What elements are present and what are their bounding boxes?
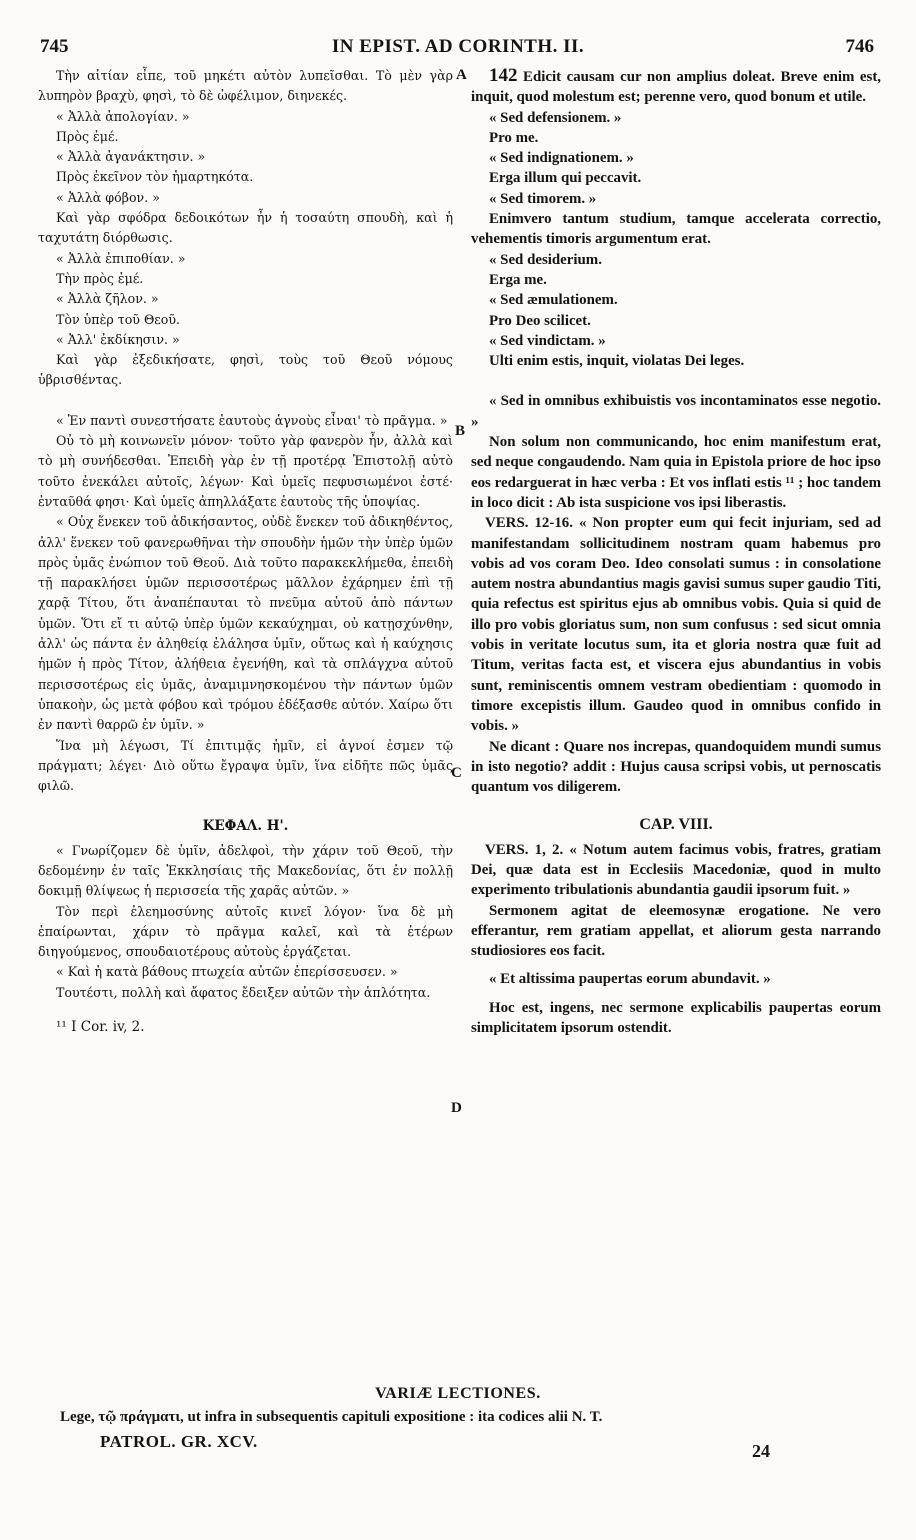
latin-lemma: « Sed timorem. » [489,190,597,207]
greek-paragraph: Οὐ τὸ μὴ κοινωνεῖν μόνον· τοῦτο γὰρ φανερὸν ἦν, ἀλλὰ καὶ τὸ μὴ συνήδεσθαι. Ἐπειδὴ γὰρ ἐν τῇ προτέρᾳ Ἐπιστολῇ αὐτὸ τοῦτο ἐνεκάλει αὐτοῖς, λέγων· Καὶ ὑμεῖς πεφυσιωμένοι ἐστέ· ἐνταῦθά φησι· Καὶ ὑμεῖς ἀπηλλάξατε ἑαυτοὺς τῆς ὑποψίας. [38,433,453,509]
greek-paragraph: Τὸν περὶ ἐλεημοσύνης αὐτοῖς κινεῖ λόγον· ἵνα δὲ μὴ ἐπαίρωνται, χάριν τὸ πρᾶγμα καλεῖ, καὶ τὰ ἑτέρων διηγούμενος, σπουδαιοτέρους αὐτοὺς ἐργάζεται. [38,903,453,960]
latin-verse-paragraph: VERS. 12-16. « Non propter eum qui fecit injuriam, sed ad manifestandam sollicitudinem nostram quam habemus pro vobis ad vos coram Deo. Ideo consolati sumus : in consolatione autem nostra abundantius magis gavisi sumus super gaudio Titi, quia refectus est spiritus ejus ab omnibus vobis. Quia si quid de illo pro vobis gloriatus sum, non sum confusus : sed sicut omnia vobis in veritate locutus sum, ita et gloria nostra quæ fuit ad Titum, veritas facta est, et viscera ejus abundantius in vobis sunt, reminiscentis omnem vestram obedientiam : quomodo in timore excepistis illum. Gaudeo quod in omnibus confido in vobis. » [471,515,881,735]
running-title: IN EPIST. AD CORINTH. II. [331,36,585,57]
latin-lemma: « Sed indignationem. » [489,150,634,167]
latin-paragraph: Hoc est, ingens, nec sermone explicabilis paupertas eorum simplicitatem ipsorum ostendit. [471,999,881,1037]
greek-paragraph: Καὶ γὰρ σφόδρα δεδοικότων ἦν ἡ τοσαύτη σπουδὴ, καὶ ἡ ταχυτάτη διόρθωσις. [38,210,453,246]
greek-lemma: « Ἀλλὰ ζῆλον. » [56,291,159,307]
latin-paragraph: Erga me. [489,271,547,288]
latin-paragraph: Ne dicant : Quare nos increpas, quandoquidem mundi sumus in isto negotio? addit : Hujus causa scripsi vobis, ut pernoscatis quantum vos diligerem. [471,738,881,796]
latin-chapter-heading: CAP. VIII. [639,816,713,834]
margin-letter-a: A [456,67,467,83]
greek-paragraph: Πρὸς ἐμέ. [56,128,119,144]
margin-letter-d: D [451,1100,462,1116]
latin-lemma: « Sed defensionem. » [489,109,622,126]
margin-letter-b: B [455,423,466,439]
latin-verse-paragraph: VERS. 1, 2. « Notum autem facimus vobis, fratres, gratiam Dei, quæ data est in Ecclesiis Macedoniæ, quod in multo experimento tribulationis abundantia gaudii ipsorum fuit. » [471,841,881,899]
latin-paragraph: Erga illum qui peccavit. [489,170,642,187]
latin-lemma: « Et altissima paupertas eorum abundavit. » [489,971,771,988]
greek-paragraph: Τὴν αἰτίαν εἶπε, τοῦ μηκέτι αὐτὸν λυπεῖσθαι. Τὸ μὲν γὰρ λυπηρὸν βραχὺ, φησὶ, τὸ δὲ ὠφέλιμον, διηνεκές. [38,68,453,104]
latin-paragraph-first [471,66,881,108]
greek-lemma: « Οὐχ ἕνεκεν τοῦ ἀδικήσαντος, οὐδὲ ἕνεκεν τοῦ ἀδικηθέντος, ἀλλ' ἕνεκεν τοῦ φανερωθῆναι τὴν σπουδὴν ἡμῶν τὴν ὑπὲρ ὑμῶν πρὸς ὑμᾶς ἐνώπιον τοῦ Θεοῦ. Διὰ τοῦτο παρακεκλήμεθα, ἐπειδὴ τῇ παρακλήσει ὑμῶν περισσοτέρως μᾶλλον ἐχάρημεν ἐπὶ τῇ χαρᾷ Τίτου, ὅτι ἀναπέπαυται τὸ πνεῦμα αὐτοῦ ἀπὸ πάντων ὑμῶν. Ὅτι εἴ τι αὐτῷ ὑπὲρ ὑμῶν κεκαύχημαι, οὐ κατῃσχύνθην, ἀλλ' ὡς πάντα ἐν ἀληθείᾳ ἐλάλησα ὑμῖν, οὕτως καὶ ἡ καύχησις ἡμῶν ἡ πρὸς Τίτον, ἀλήθεια ἐγενήθη, καὶ τὰ σπλάγχνα αὐτοῦ περισσοτέρως εἰς ὑμᾶς, ἀναμιμνησκομένου τὴν πάντων ὑμῶν ὑπακοὴν, ὡς μετὰ φόβου καὶ τρόμου ἐδέξασθε αὐτόν. Χαίρω ὅτι ἐν παντὶ θαρρῶ ἐν ὑμῖν. » [38,514,453,733]
greek-paragraph: Τὸν ὑπὲρ τοῦ Θεοῦ. [56,311,181,327]
greek-paragraph: Τὴν πρὸς ἐμέ. [56,270,144,286]
latin-paragraph: Ulti enim estis, inquit, violatas Dei leges. [489,353,745,370]
latin-column [471,66,881,1038]
greek-paragraph: Καὶ γὰρ ἐξεδικήσατε, φησὶ, τοὺς τοῦ Θεοῦ νόμους ὑβρισθέντας. [38,352,453,388]
variae-lectiones-heading: VARIÆ LECTIONES. [375,1385,541,1402]
greek-lemma: « Ἀλλὰ φόβον. » [56,189,160,205]
latin-paragraph: Edicit causam cur non amplius doleat. Breve enim est, inquit, quod molestum est; perenne vero, quod bonum et utile. [471,69,881,106]
greek-lemma: « Ἀλλὰ ἀγανάκτησιν. » [56,149,206,165]
greek-lemma: « Ἀλλὰ ἐπιποθίαν. » [56,250,186,266]
page-number-left: 745 [40,36,69,57]
footnote: ¹¹ I Cor. iv, 2. [56,1019,145,1036]
greek-paragraph: Τουτέστι, πολλὴ καὶ ἄφατος ἔδειξεν αὐτῶν τὴν ἁπλότητα. [56,984,431,1000]
footer-signature: PATROL. GR. XCV. [100,1432,258,1451]
greek-lemma: « Ἀλλ' ἐκδίκησιν. » [56,331,180,347]
greek-column [38,66,453,1037]
variae-lectiones-text: Lege, τῷ πράγματι, ut infra in subsequentis capituli expositione : ita codices alii N. T. [60,1409,603,1425]
greek-lemma: « Ἀλλὰ ἀπολογίαν. » [56,108,190,124]
footer-sheet-number: 24 [752,1441,770,1461]
latin-paragraph: Pro Deo scilicet. [489,312,591,329]
column-number: 142 [489,65,518,86]
latin-paragraph: Sermonem agitat de eleemosynæ erogatione. Ne vero efferantur, rem gratiam appellat, et aliorum gesta narrando studiosiores eos facit. [471,902,881,960]
latin-lemma: « Sed in omnibus exhibuistis vos incontaminatos esse negotio. » [471,393,881,430]
running-head [34,36,882,60]
greek-chapter-heading: ΚΕΦΑΛ. Η'. [202,818,289,835]
greek-lemma: « Ἐν παντὶ συνεστήσατε ἑαυτοὺς ἁγνοὺς εἶναι' τὸ πρᾶγμα. » [56,412,448,428]
greek-lemma: « Γνωρίζομεν δὲ ὑμῖν, ἀδελφοὶ, τὴν χάριν τοῦ Θεοῦ, τὴν δεδομένην ἐν ταῖς Ἐκκλησίαις τῆς Μακεδονίας, ὅτι ἐν πολλῇ δοκιμῇ θλίψεως ἡ περισσεία τῆς χαρᾶς αὐτῶν. » [38,842,453,899]
latin-paragraph: Enimvero tantum studium, tamque accelerata correctio, vehementis timoris argumentum erat. [471,211,881,248]
greek-paragraph: Πρὸς ἐκεῖνον τὸν ἡμαρτηκότα. [56,169,254,185]
latin-lemma: « Sed desiderium. [489,251,602,268]
latin-paragraph: Non solum non communicando, hoc enim manifestum erat, sed neque congaudendo. Nam quia in Epistola priore de hoc ipso eos redarguerat in hæc verba : Et vos inflati estis ¹¹ ; hoc tandem in loco dicit : Ab ista suspicione vos ipsi liberastis. [471,434,881,511]
latin-lemma: « Sed vindictam. » [489,332,606,349]
latin-lemma: « Sed æmulationem. [489,292,618,309]
page-number-right: 746 [845,36,874,57]
latin-paragraph: Pro me. [489,129,539,146]
greek-lemma: « Καὶ ἡ κατὰ βάθους πτωχεία αὐτῶν ἐπερίσσευσεν. » [56,964,398,980]
margin-letter-c: C [451,765,462,781]
greek-paragraph: Ἵνα μὴ λέγωσι, Τί ἐπιτιμᾷς ἡμῖν, εἰ ἁγνοί ἐσμεν τῷ πράγματι; λέγει· Διὸ οὕτω ἔγραψα ὑμῖν, ἵνα εἰδῆτε πῶς ὑμᾶς φιλῶ. [38,737,453,794]
